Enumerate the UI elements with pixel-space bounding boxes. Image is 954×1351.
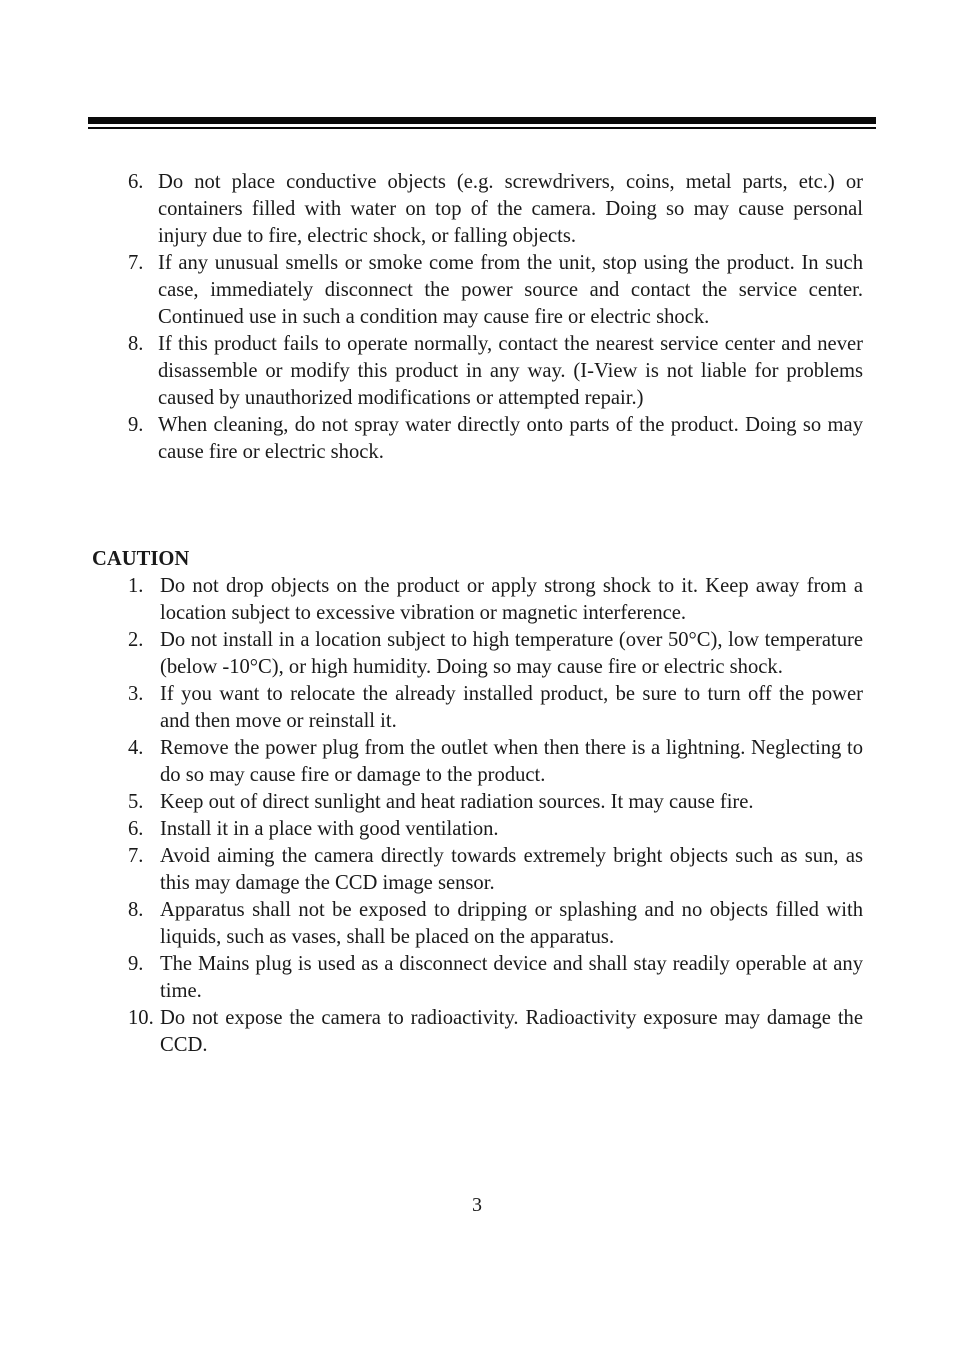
item-text: Do not install in a location subject to high temperature (over 50°C), low temperature (below -10°C), or high humidity. Doing so may cause fire or electric shock. [160, 629, 863, 678]
list-item [128, 951, 863, 1005]
caution-heading: CAUTION [92, 548, 190, 570]
list-item [128, 169, 863, 250]
item-number: 10. [128, 1007, 154, 1029]
item-number: 8. [128, 333, 144, 355]
item-text: Remove the power plug from the outlet when then there is a lightning. Neglecting to do so may cause fire or damage to the product. [160, 737, 863, 786]
list-item [128, 735, 863, 789]
list-item [128, 331, 863, 412]
item-number: 3. [128, 683, 144, 705]
item-text: If any unusual smells or smoke come from the unit, stop using the product. In such case, immediately disconnect the power source and contact the service center. Continued use in such a condition may cause fire or electric shock. [158, 252, 863, 328]
item-number: 9. [128, 414, 144, 436]
list-item [128, 250, 863, 331]
item-number: 7. [128, 845, 144, 867]
page-number: 3 [472, 1194, 482, 1216]
header-rule-thick [88, 117, 876, 124]
list-item [128, 897, 863, 951]
item-number: 9. [128, 953, 144, 975]
item-number: 7. [128, 252, 144, 274]
item-text: Do not place conductive objects (e.g. screwdrivers, coins, metal parts, etc.) or containers filled with water on top of the camera. Doing so may cause personal injury due to fire, electric shock, or falling objects. [158, 171, 863, 247]
list-item [128, 843, 863, 897]
list-item [128, 573, 863, 627]
list-item [128, 627, 863, 681]
item-number: 6. [128, 818, 144, 840]
item-number: 1. [128, 575, 144, 597]
caution-list [128, 573, 863, 1059]
item-number: 5. [128, 791, 144, 813]
item-text: If you want to relocate the already installed product, be sure to turn off the power and then move or reinstall it. [160, 683, 863, 732]
item-text: Keep out of direct sunlight and heat radiation sources. It may cause fire. [160, 791, 754, 813]
item-text: Do not expose the camera to radioactivity. Radioactivity exposure may damage the CCD. [160, 1007, 863, 1056]
item-text: Install it in a place with good ventilation. [160, 818, 499, 840]
list-item [128, 412, 863, 466]
item-number: 2. [128, 629, 144, 651]
item-text: The Mains plug is used as a disconnect device and shall stay readily operable at any time. [160, 953, 863, 1002]
item-text: Apparatus shall not be exposed to dripping or splashing and no objects filled with liquids, such as vases, shall be placed on the apparatus. [160, 899, 863, 948]
header-rule-thin [88, 127, 876, 129]
item-text: Avoid aiming the camera directly towards extremely bright objects such as sun, as this may damage the CCD image sensor. [160, 845, 863, 894]
item-text: When cleaning, do not spray water directly onto parts of the product. Doing so may cause fire or electric shock. [158, 414, 863, 463]
item-number: 4. [128, 737, 144, 759]
item-text: Do not drop objects on the product or apply strong shock to it. Keep away from a location subject to excessive vibration or magnetic interference. [160, 575, 863, 624]
item-text: If this product fails to operate normally, contact the nearest service center and never disassemble or modify this product in any way. (I-View is not liable for problems caused by unauthorized modifications or attempted repair.) [158, 333, 863, 409]
list-item [128, 789, 863, 816]
warning-list-continued [128, 169, 863, 466]
list-item [128, 681, 863, 735]
list-item [128, 816, 863, 843]
item-number: 6. [128, 171, 144, 193]
list-item [128, 1005, 863, 1059]
item-number: 8. [128, 899, 144, 921]
